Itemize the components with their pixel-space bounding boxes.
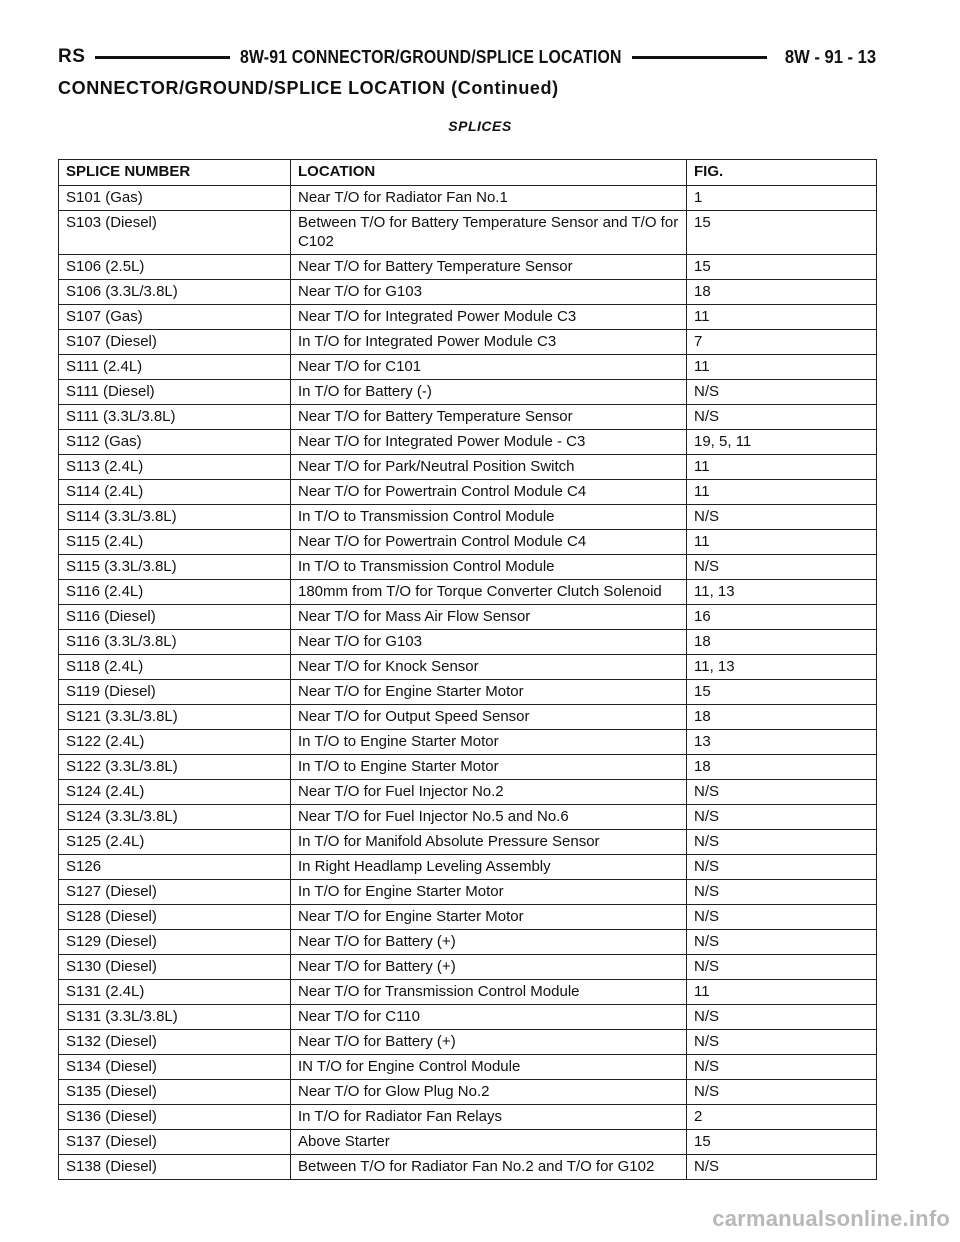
header-rule-right [632,56,767,59]
table-row [59,255,877,280]
splice-number-cell: S136 (Diesel) [59,1105,291,1130]
fig-cell: 11 [687,530,877,555]
location-cell: In T/O for Manifold Absolute Pressure Sensor [291,830,687,855]
splice-number-cell: S114 (2.4L) [59,480,291,505]
table-row [59,955,877,980]
fig-cell: 11, 13 [687,580,877,605]
fig-cell: N/S [687,505,877,530]
table-row [59,1080,877,1105]
splice-number-cell: S103 (Diesel) [59,211,291,255]
location-cell: Near T/O for Engine Starter Motor [291,680,687,705]
splice-number-cell: S138 (Diesel) [59,1155,291,1180]
location-cell: Near T/O for Powertrain Control Module C4 [291,530,687,555]
fig-cell: 15 [687,211,877,255]
location-cell: Near T/O for Battery (+) [291,955,687,980]
table-row [59,980,877,1005]
splice-number-cell: S101 (Gas) [59,186,291,211]
table-row [59,1105,877,1130]
fig-cell: N/S [687,930,877,955]
header-title: 8W-91 CONNECTOR/GROUND/SPLICE LOCATION [240,46,622,67]
table-row [59,330,877,355]
location-cell: In T/O for Integrated Power Module C3 [291,330,687,355]
table-row [59,405,877,430]
fig-cell: 13 [687,730,877,755]
table-row [59,280,877,305]
table-row [59,655,877,680]
table-row [59,1055,877,1080]
location-cell: Near T/O for Knock Sensor [291,655,687,680]
splice-number-cell: S131 (2.4L) [59,980,291,1005]
splice-number-cell: S131 (3.3L/3.8L) [59,1005,291,1030]
table-row [59,755,877,780]
fig-cell: N/S [687,855,877,880]
splice-number-cell: S122 (2.4L) [59,730,291,755]
fig-cell: 11 [687,455,877,480]
table-row [59,555,877,580]
location-cell: Near T/O for G103 [291,280,687,305]
location-cell: Near T/O for Glow Plug No.2 [291,1080,687,1105]
location-cell: In Right Headlamp Leveling Assembly [291,855,687,880]
fig-cell: N/S [687,1080,877,1105]
table-row [59,805,877,830]
page-header [58,42,876,72]
splice-number-cell: S114 (3.3L/3.8L) [59,505,291,530]
fig-cell: N/S [687,380,877,405]
splice-number-cell: S134 (Diesel) [59,1055,291,1080]
fig-cell: N/S [687,905,877,930]
splice-number-cell: S132 (Diesel) [59,1030,291,1055]
fig-cell: 16 [687,605,877,630]
location-cell: 180mm from T/O for Torque Converter Clutch Solenoid [291,580,687,605]
section-title: SPLICES [448,118,512,134]
splice-number-cell: S111 (2.4L) [59,355,291,380]
fig-cell: N/S [687,830,877,855]
fig-cell: 11 [687,480,877,505]
table-row [59,1130,877,1155]
splice-number-cell: S137 (Diesel) [59,1130,291,1155]
watermark: carmanualsonline.info [712,1206,950,1231]
location-cell: Near T/O for Park/Neutral Position Switch [291,455,687,480]
location-cell: In T/O to Engine Starter Motor [291,755,687,780]
fig-cell: 15 [687,1130,877,1155]
table-row [59,380,877,405]
location-cell: Above Starter [291,1130,687,1155]
splice-number-cell: S124 (2.4L) [59,780,291,805]
table-row [59,430,877,455]
table-row [59,705,877,730]
fig-cell: 11 [687,305,877,330]
splice-number-cell: S126 [59,855,291,880]
location-cell: Between T/O for Battery Temperature Sensor and T/O for C102 [291,211,687,255]
fig-cell: N/S [687,955,877,980]
location-cell: In T/O for Radiator Fan Relays [291,1105,687,1130]
location-cell: Near T/O for Integrated Power Module - C3 [291,430,687,455]
column-header-fig: FIG. [687,160,877,186]
splice-number-cell: S121 (3.3L/3.8L) [59,705,291,730]
fig-cell: N/S [687,880,877,905]
location-cell: Near T/O for Integrated Power Module C3 [291,305,687,330]
fig-cell: N/S [687,1005,877,1030]
splice-number-cell: S111 (Diesel) [59,380,291,405]
location-cell: In T/O to Engine Starter Motor [291,730,687,755]
table-header-row [59,160,877,186]
location-cell: Between T/O for Radiator Fan No.2 and T/O for G102 [291,1155,687,1180]
table-row [59,830,877,855]
column-header-location: LOCATION [291,160,687,186]
location-cell: Near T/O for Mass Air Flow Sensor [291,605,687,630]
fig-cell: 18 [687,280,877,305]
location-cell: In T/O for Engine Starter Motor [291,880,687,905]
table-row [59,530,877,555]
table-row [59,305,877,330]
location-cell: Near T/O for Battery (+) [291,1030,687,1055]
fig-cell: N/S [687,805,877,830]
splice-number-cell: S106 (2.5L) [59,255,291,280]
fig-cell: 18 [687,630,877,655]
location-cell: Near T/O for G103 [291,630,687,655]
splice-number-cell: S129 (Diesel) [59,930,291,955]
splice-number-cell: S125 (2.4L) [59,830,291,855]
splice-number-cell: S116 (3.3L/3.8L) [59,630,291,655]
fig-cell: 11 [687,980,877,1005]
table-row [59,1155,877,1180]
fig-cell: N/S [687,780,877,805]
splice-number-cell: S111 (3.3L/3.8L) [59,405,291,430]
location-cell: Near T/O for Engine Starter Motor [291,905,687,930]
table-row [59,505,877,530]
splice-number-cell: S116 (2.4L) [59,580,291,605]
table-row [59,211,877,255]
table-row [59,905,877,930]
table-row [59,355,877,380]
location-cell: Near T/O for Battery Temperature Sensor [291,405,687,430]
fig-cell: N/S [687,405,877,430]
fig-cell: N/S [687,1055,877,1080]
location-cell: Near T/O for Battery Temperature Sensor [291,255,687,280]
table-row [59,780,877,805]
location-cell: In T/O for Battery (-) [291,380,687,405]
table-row [59,186,877,211]
table-row [59,680,877,705]
splice-number-cell: S128 (Diesel) [59,905,291,930]
table-row [59,480,877,505]
table-row [59,605,877,630]
location-cell: Near T/O for Fuel Injector No.5 and No.6 [291,805,687,830]
splice-number-cell: S124 (3.3L/3.8L) [59,805,291,830]
splice-number-cell: S119 (Diesel) [59,680,291,705]
location-cell: Near T/O for Radiator Fan No.1 [291,186,687,211]
page-number: 8W - 91 - 13 [784,46,876,67]
location-cell: Near T/O for C110 [291,1005,687,1030]
fig-cell: 15 [687,680,877,705]
fig-cell: 7 [687,330,877,355]
splice-number-cell: S107 (Gas) [59,305,291,330]
table-row [59,855,877,880]
splice-number-cell: S127 (Diesel) [59,880,291,905]
splice-number-cell: S115 (3.3L/3.8L) [59,555,291,580]
table-row [59,1030,877,1055]
location-cell: In T/O to Transmission Control Module [291,505,687,530]
splice-number-cell: S118 (2.4L) [59,655,291,680]
table-row [59,1005,877,1030]
table-row [59,880,877,905]
splice-table [58,159,877,1180]
fig-cell: 1 [687,186,877,211]
fig-cell: N/S [687,555,877,580]
location-cell: Near T/O for Output Speed Sensor [291,705,687,730]
table-row [59,930,877,955]
location-cell: IN T/O for Engine Control Module [291,1055,687,1080]
location-cell: In T/O to Transmission Control Module [291,555,687,580]
fig-cell: 18 [687,705,877,730]
location-cell: Near T/O for Fuel Injector No.2 [291,780,687,805]
table-row [59,630,877,655]
fig-cell: N/S [687,1155,877,1180]
header-section-code: RS [58,46,86,67]
splice-number-cell: S113 (2.4L) [59,455,291,480]
location-cell: Near T/O for Battery (+) [291,930,687,955]
location-cell: Near T/O for C101 [291,355,687,380]
fig-cell: 2 [687,1105,877,1130]
fig-cell: N/S [687,1030,877,1055]
splice-number-cell: S130 (Diesel) [59,955,291,980]
fig-cell: 18 [687,755,877,780]
header-rule-left [95,56,230,59]
fig-cell: 11, 13 [687,655,877,680]
splice-number-cell: S122 (3.3L/3.8L) [59,755,291,780]
splice-number-cell: S106 (3.3L/3.8L) [59,280,291,305]
column-header-splice-number: SPLICE NUMBER [59,160,291,186]
splice-number-cell: S135 (Diesel) [59,1080,291,1105]
location-cell: Near T/O for Powertrain Control Module C4 [291,480,687,505]
table-row [59,730,877,755]
splice-number-cell: S115 (2.4L) [59,530,291,555]
splice-number-cell: S107 (Diesel) [59,330,291,355]
splice-number-cell: S116 (Diesel) [59,605,291,630]
location-cell: Near T/O for Transmission Control Module [291,980,687,1005]
table-row [59,580,877,605]
splice-number-cell: S112 (Gas) [59,430,291,455]
fig-cell: 15 [687,255,877,280]
table-row [59,455,877,480]
fig-cell: 19, 5, 11 [687,430,877,455]
page-subheader: CONNECTOR/GROUND/SPLICE LOCATION (Continued) [58,78,559,98]
fig-cell: 11 [687,355,877,380]
